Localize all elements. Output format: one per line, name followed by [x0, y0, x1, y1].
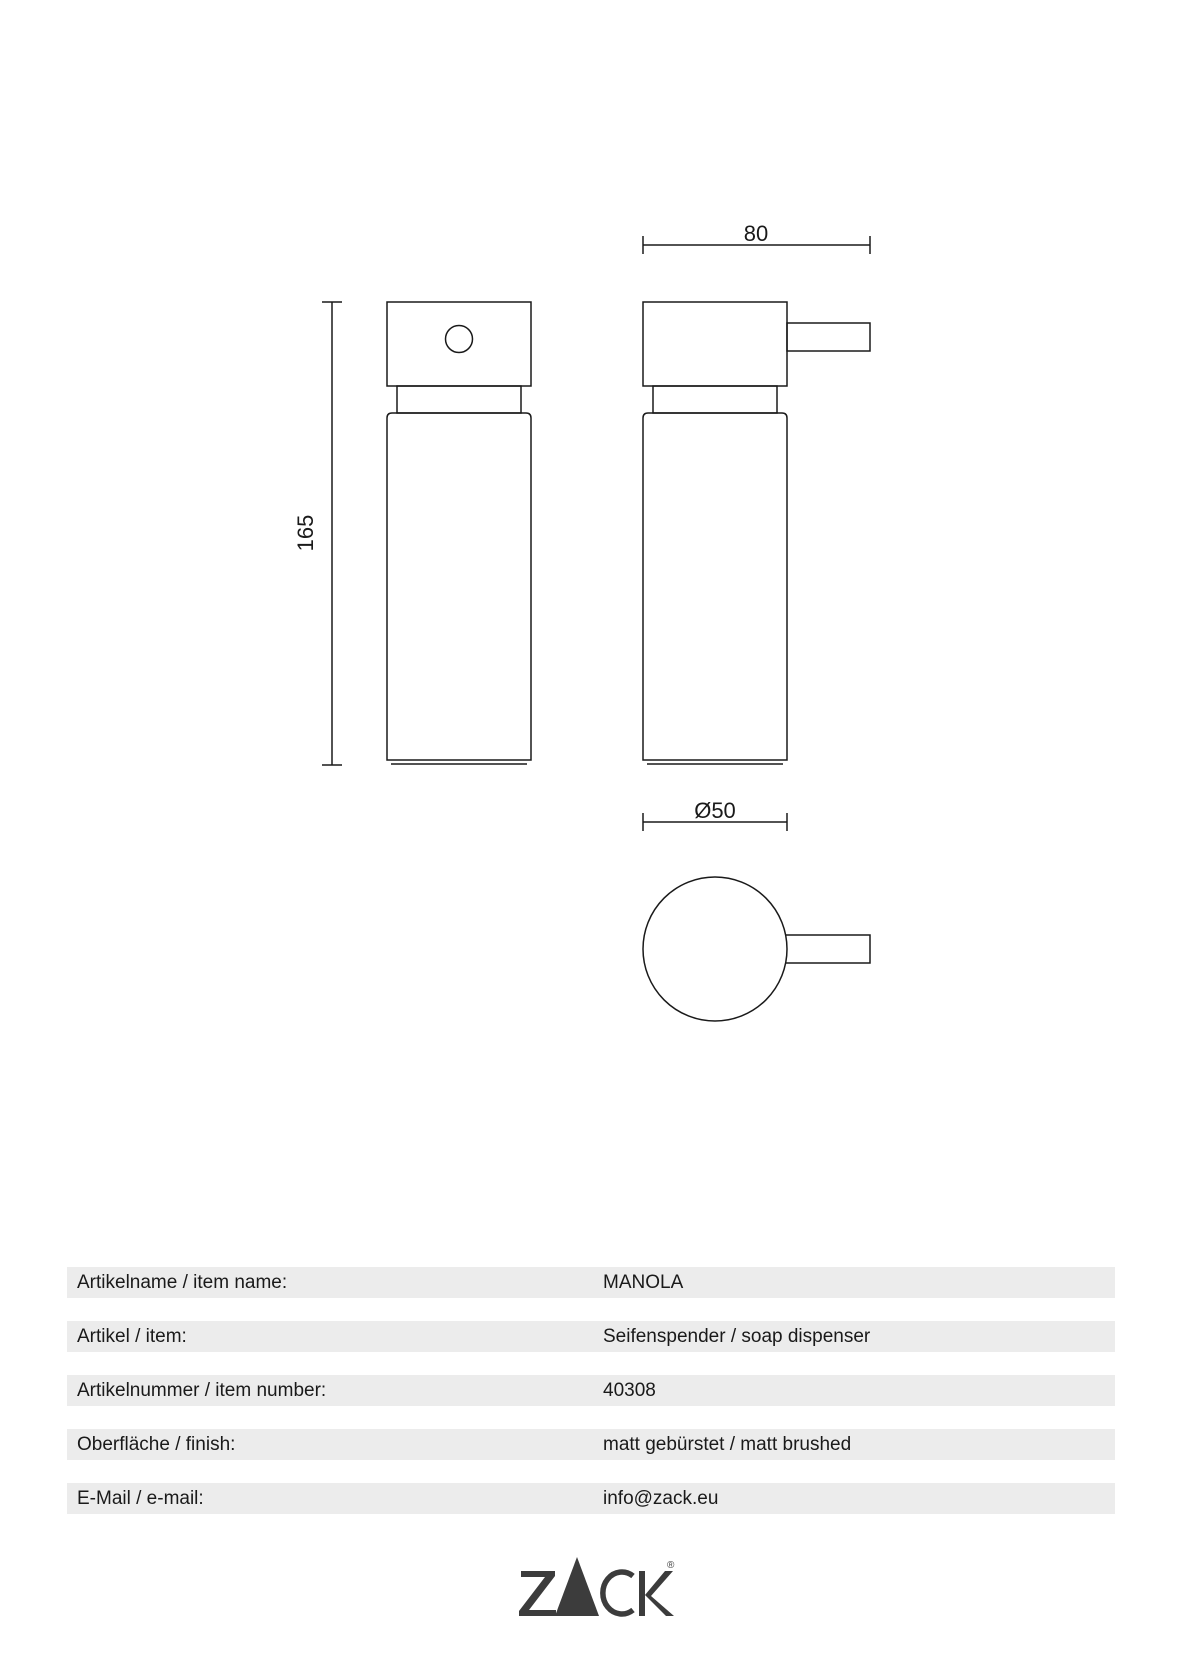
spec-value: 40308 — [603, 1380, 656, 1401]
spec-row-finish — [67, 1429, 1115, 1460]
spec-row-item-name — [67, 1267, 1115, 1298]
spec-row-item-number — [67, 1375, 1115, 1406]
height-dimension-line — [322, 302, 342, 765]
spec-row-item — [67, 1321, 1115, 1352]
front-view — [387, 302, 531, 764]
spec-value: matt gebürstet / matt brushed — [603, 1434, 852, 1455]
width-dimension-label: 80 — [743, 221, 769, 246]
height-dimension-label: 165 — [293, 514, 318, 552]
side-view — [643, 302, 870, 764]
spec-label: Artikelnummer / item number: — [77, 1380, 327, 1401]
spec-label: Artikel / item: — [77, 1326, 187, 1347]
spec-value: Seifenspender / soap dispenser — [603, 1326, 871, 1347]
top-view — [643, 877, 870, 1021]
zack-logo — [515, 1552, 675, 1622]
spec-label: Artikelname / item name: — [77, 1272, 288, 1293]
registered-mark: ® — [667, 1560, 675, 1571]
spec-label: E-Mail / e-mail: — [77, 1488, 204, 1509]
spec-value: info@zack.eu — [603, 1488, 719, 1509]
spec-table — [67, 1267, 1115, 1537]
spec-row-email — [67, 1483, 1115, 1514]
spec-label: Oberfläche / finish: — [77, 1434, 236, 1455]
diameter-dimension-label: Ø50 — [694, 798, 736, 823]
spec-value: MANOLA — [603, 1272, 684, 1293]
